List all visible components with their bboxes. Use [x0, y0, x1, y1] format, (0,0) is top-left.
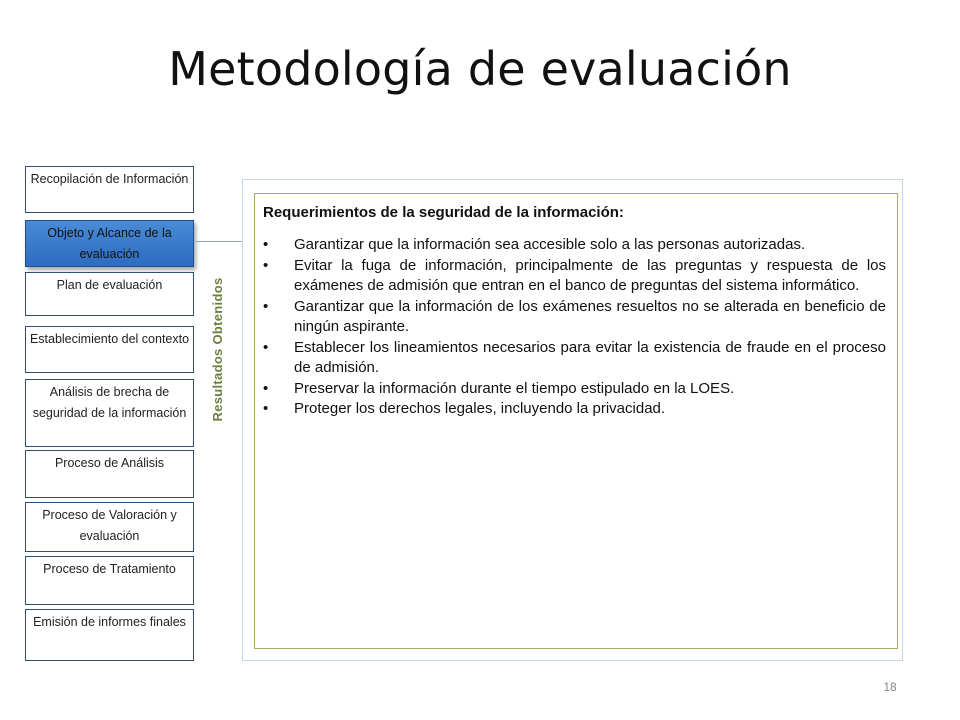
step-valoracion-evaluacion[interactable]: Proceso de Valoración y evaluación: [25, 502, 194, 552]
connector-line: [196, 241, 243, 242]
side-label-resultados: Resultados Obtenidos: [210, 277, 225, 422]
list-item: [263, 399, 886, 420]
step-plan-evaluacion[interactable]: Plan de evaluación: [25, 272, 194, 316]
bullet-icon: •: [263, 379, 269, 397]
bullet-icon: •: [263, 297, 269, 315]
list-item: [263, 338, 886, 379]
requirement-text: Evitar la fuga de información, principalmente de las preguntas y respuesta de los exámenes de admisión que entran en el banco de preguntas del sistema informático.: [294, 256, 886, 294]
slide-title: Metodología de evaluación: [168, 42, 792, 96]
requirements-heading: Requerimientos de la seguridad de la información:: [263, 204, 624, 221]
step-analisis-brecha[interactable]: Análisis de brecha de seguridad de la información: [25, 379, 194, 447]
requirements-box: [254, 193, 898, 649]
step-proceso-tratamiento[interactable]: Proceso de Tratamiento: [25, 556, 194, 605]
requirement-text: Garantizar que la información de los exámenes resueltos no se alterada en beneficio de ningún aspirante.: [294, 297, 886, 335]
requirement-text: Proteger los derechos legales, incluyendo la privacidad.: [294, 400, 666, 417]
step-objeto-alcance[interactable]: Objeto y Alcance de la evaluación: [25, 220, 194, 267]
list-item: [263, 256, 886, 297]
requirement-text: Garantizar que la información sea accesible solo a las personas autorizadas.: [294, 236, 806, 253]
requirements-list: [263, 235, 886, 420]
bullet-icon: •: [263, 400, 269, 417]
bullet-icon: •: [263, 256, 269, 274]
list-item: [263, 297, 886, 338]
page-number: 18: [883, 680, 897, 694]
list-item: [263, 235, 886, 256]
step-proceso-analisis[interactable]: Proceso de Análisis: [25, 450, 194, 498]
requirement-text: Preservar la información durante el tiempo estipulado en la LOES.: [294, 379, 735, 397]
list-item: [263, 379, 886, 400]
step-recopilacion[interactable]: Recopilación de Información: [25, 166, 194, 213]
step-emision-informes[interactable]: Emisión de informes finales: [25, 609, 194, 661]
bullet-icon: •: [263, 236, 269, 253]
bullet-icon: •: [263, 338, 269, 356]
step-establecimiento-contexto[interactable]: Establecimiento del contexto: [25, 326, 194, 373]
requirement-text: Establecer los lineamientos necesarios para evitar la existencia de fraude en el proceso de admisión.: [294, 338, 886, 376]
